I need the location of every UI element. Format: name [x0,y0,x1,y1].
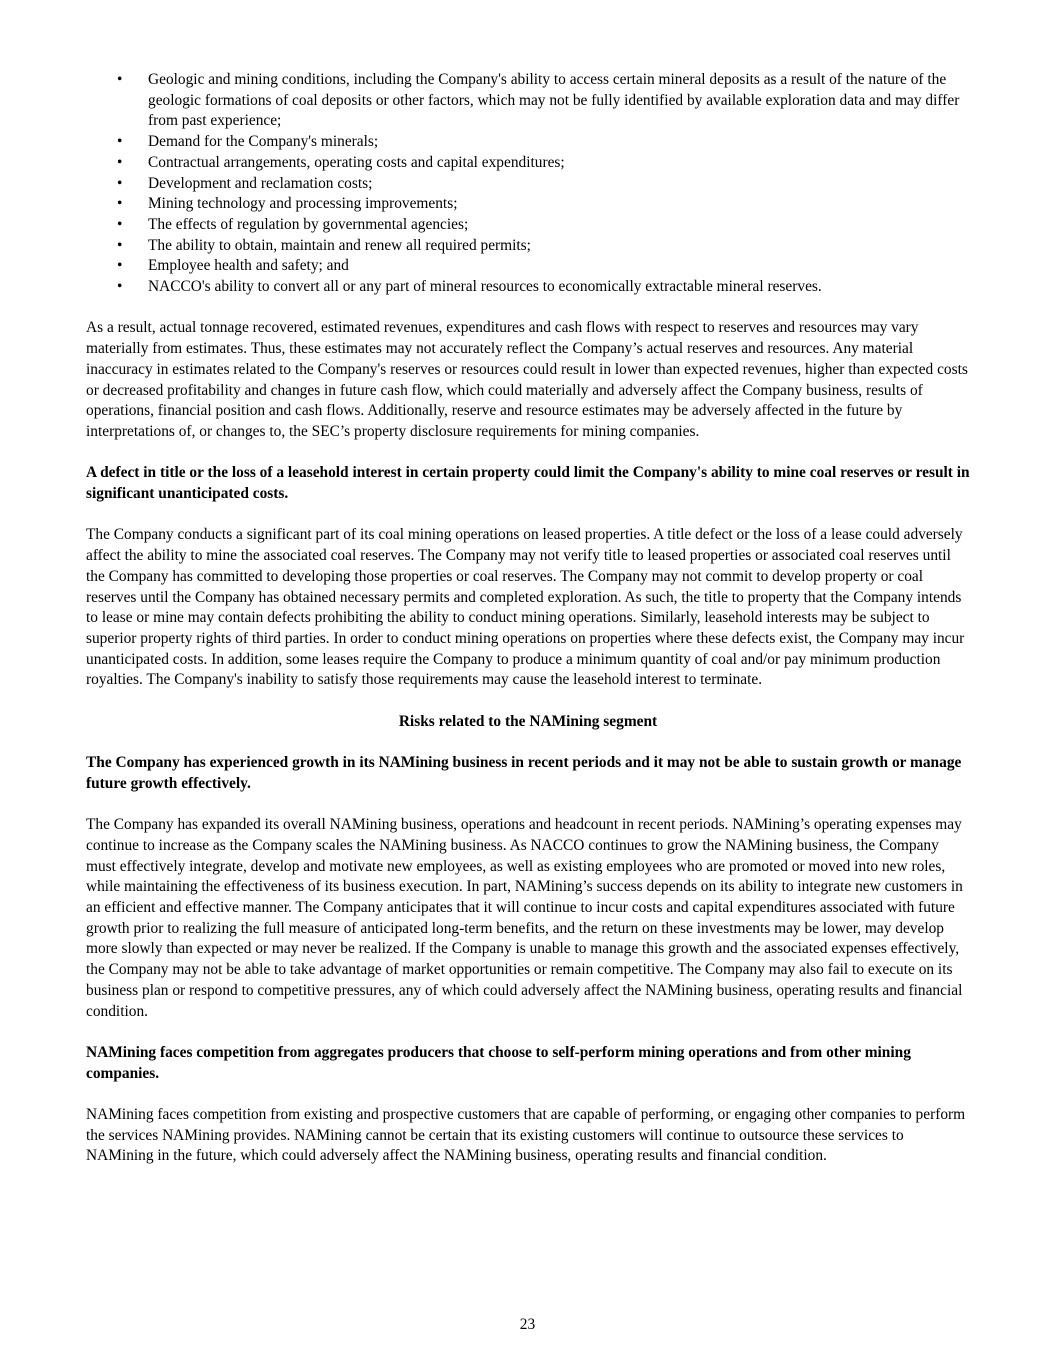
document-page [86,70,970,1167]
bullet-icon: • [117,133,123,151]
bullet-text: Employee health and safety; and [148,257,349,275]
bullet-item [86,70,970,132]
bullet-icon: • [117,215,123,233]
paragraph-competition: NAMining faces competition from existing and prospective customers that are capable of performing, or engaging other companies to perform the services NAMining provides. NAMining cannot be certain that its existing customers will continue to outsource these services to NAMining in the future, which could adversely affect the NAMining business, operating results and financial condition. [86,1106,966,1165]
heading-title-defect: A defect in title or the loss of a leasehold interest in certain property could limit the Company's ability to mine coal reserves or result in significant unanticipated costs. [86,464,970,503]
bullet-text: The ability to obtain, maintain and renew all required permits; [148,236,531,254]
bullet-item [86,236,970,257]
bullet-icon: • [117,257,123,275]
paragraph-title-defect: The Company conducts a significant part of its coal mining operations on leased properties. A title defect or the loss of a lease could adversely affect the ability to mine the associated coal reserves. The Company may not verify title to leased properties or associated coal reserves until the Company has committed to developing those properties or coal reserves. The Company may not commit to develop property or coal reserves until the Company has obtained necessary permits and completed exploration. As such, the title to property that the Company intends to lease or mine may contain defects prohibiting the ability to conduct mining operations. Similarly, leasehold interests may be subject to superior property rights of third parties. In order to conduct mining operations on properties where these defects exist, the Company may incur unanticipated costs. In addition, some leases require the Company to produce a minimum quantity of coal and/or pay minimum production royalties. The Company's inability to satisfy those requirements may cause the leasehold interest to terminate. [86,526,965,689]
heading-competition: NAMining faces competition from aggregates producers that choose to self-perform mining operations and from other mining companies. [86,1043,911,1082]
bullet-item [86,215,970,236]
bullet-item [86,174,970,195]
bullet-icon: • [117,195,123,213]
bullet-icon: • [117,236,123,254]
bullet-text: Demand for the Company's minerals; [148,133,379,151]
bullet-text: Development and reclamation costs; [148,174,373,192]
risk-factor-bullet-list [86,70,970,298]
bullet-text: The effects of regulation by governmental agencies; [148,215,469,233]
bullet-item [86,132,970,153]
bullet-text: NACCO's ability to convert all or any part of mineral resources to economically extractable mineral reserves. [148,278,822,296]
page-number: 23 [519,1316,536,1333]
paragraph-growth: The Company has expanded its overall NAMining business, operations and headcount in recent periods. NAMining’s operating expenses may continue to increase as the Company scales the NAMining business. As NACCO continues to grow the NAMining business, the Company must effectively integrate, develop and motivate new employees, as well as existing employees who are promoted or moved into new roles, while maintaining the effectiveness of its business execution. In part, NAMining’s success depends on its ability to integrate new customers in an efficient and effective manner. The Company anticipates that it will continue to incur costs and capital expenditures associated with future growth prior to realizing the full measure of anticipated long-term benefits, and the return on these investments may be lower, may develop more slowly than expected or may never be realized. If the Company is unable to manage this growth and the associated expenses effectively, the Company may not be able to take advantage of market opportunities or remain competitive. The Company may also fail to execute on its business plan or respond to competitive pressures, any of which could adversely affect the NAMining business, operating results and financial condition. [86,816,963,1020]
bullet-icon: • [117,278,123,296]
bullet-icon: • [117,153,123,171]
bullet-icon: • [117,71,123,88]
bullet-item [86,153,970,174]
bullet-text: Geologic and mining conditions, including the Company's ability to access certain mineral deposits as a result of the nature of the geologic formations of coal deposits or other factors, which may not be fully identified by available exploration data and may differ from past experience; [148,71,960,130]
bullet-item [86,277,970,298]
section-heading-namining: Risks related to the NAMining segment [398,712,658,730]
bullet-item [86,194,970,215]
bullet-item [86,256,970,277]
heading-growth: The Company has experienced growth in its NAMining business in recent periods and it may not be able to sustain growth or manage future growth effectively. [86,754,962,792]
bullet-icon: • [117,174,123,192]
bullet-text: Contractual arrangements, operating costs and capital expenditures; [148,153,565,171]
bullet-text: Mining technology and processing improvements; [148,195,458,213]
paragraph-reserve-estimates: As a result, actual tonnage recovered, estimated revenues, expenditures and cash flows with respect to reserves and resources may vary materially from estimates. Thus, these estimates may not accurately reflect the Company’s actual reserves and resources. Any material inaccuracy in estimates related to the Company's reserves or resources could result in lower than expected revenues, higher than expected costs or decreased profitability and changes in future cash flow, which could materially and adversely affect the Company business, results of operations, financial position and cash flows. Additionally, reserve and resource estimates may be adversely affected in the future by interpretations of, or changes to, the SEC’s property disclosure requirements for mining companies. [86,319,968,440]
